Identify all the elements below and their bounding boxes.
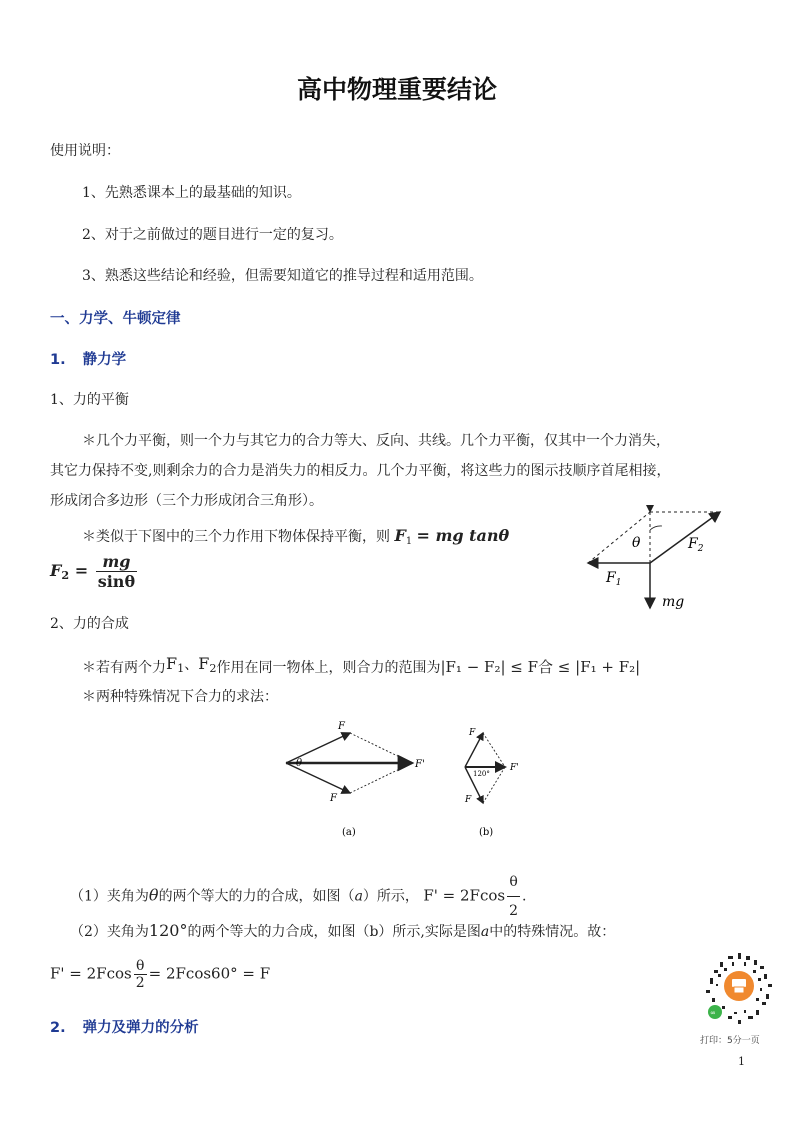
case1-dot: .: [522, 888, 527, 905]
case1-text-b: 的两个等大的力的合成，如图（: [158, 888, 355, 905]
fig-a-label-f-bottom: F: [330, 793, 337, 804]
usage-item-2: 2、对于之前做过的题目进行一定的复习。: [82, 227, 343, 243]
case2-angle: 120°: [148, 921, 188, 940]
f2-arrow: [650, 512, 720, 563]
similar-sentence: [82, 526, 509, 552]
figure-b: [455, 715, 535, 845]
f2-fraction: [96, 552, 137, 591]
f1-subscript: 1: [405, 536, 413, 547]
fig-a-label-f-top: F: [338, 721, 345, 732]
f2-equals: =: [74, 561, 89, 580]
f2-subscript: 2: [61, 568, 70, 582]
qr-caption: 打印：5分一页: [700, 1036, 760, 1046]
subsection-elastic-force: [50, 1016, 199, 1037]
force-triangle-diagram: [570, 500, 770, 618]
qr-code-graphic: [698, 948, 780, 1030]
case1-fraction: $\frac{\theta}{2}$: [507, 868, 520, 925]
usage-item-1: 1、先熟悉课本上的最基础的知识。: [82, 185, 301, 201]
fig-a-label-theta: θ: [296, 758, 303, 769]
balance-heading: 1、力的平衡: [50, 392, 129, 408]
fig-b-label-angle: 120°: [473, 770, 490, 778]
subsection-2-number: 2.: [50, 1020, 66, 1036]
theta-label: θ: [632, 535, 641, 551]
subsection-title: 静力学: [82, 352, 127, 368]
theta-arc: [650, 526, 662, 530]
compose-heading: 2、力的合成: [50, 616, 129, 632]
f2-equation: [50, 552, 139, 591]
similar-text: ＊类似于下图中的三个力作用下物体保持平衡，则: [82, 529, 390, 545]
f2-numerator: mg: [96, 552, 137, 572]
compose-sep: 、: [184, 657, 199, 673]
usage-heading: 使用说明：: [50, 143, 120, 159]
case1-text-a: （1）夹角为: [70, 888, 149, 905]
case2-equation-a: F' = 2Fcos: [50, 964, 132, 983]
page-title: 高中物理重要结论: [296, 75, 497, 104]
fig-b-label-f-bottom: F: [465, 795, 472, 805]
fig-b-dashed-top: [483, 733, 505, 767]
case-2-line: [70, 921, 615, 942]
f2-label: $F_2$: [688, 536, 704, 554]
compose-line1-text-b: 作用在同一物体上，则合力的范围为: [216, 660, 441, 676]
balance-paragraph-line-1: ＊几个力平衡，则一个力与其它力的合力等大、反向、共线。几个力平衡，仅其中一个力消失，: [82, 433, 670, 449]
f1-label: $F_1$: [606, 570, 622, 588]
fig-a-dashed-top: [350, 733, 412, 763]
figure-a: [278, 715, 438, 845]
compose-range: |F₁ − F₂| ≤ F合 ≤ |F₁ + F₂|: [440, 658, 641, 676]
case2-text-a: （2）夹角为: [70, 924, 149, 940]
f2-denominator: sinθ: [97, 572, 136, 591]
f1-equation-rhs: = mg tanθ: [416, 526, 510, 545]
fig-a-label-resultant: F': [415, 759, 425, 770]
usage-item-3: 3、熟悉这些结论和经验，但需要知道它的推导过程和适用范围。: [82, 268, 483, 284]
svg-text:∞: ∞: [710, 1009, 716, 1017]
case2-fraction: $\frac{\theta}{2}$: [135, 958, 145, 991]
case-2-equation: [50, 958, 270, 991]
balance-paragraph-line-2: 其它力保持不变,则剩余力的合力是消失力的相反力。几个力平衡，将这些力的图示技顺序首尾相接，: [50, 463, 671, 479]
fig-a-caption: (a): [342, 827, 356, 838]
case-1-line: [70, 868, 526, 925]
subsection-2-title: 弹力及弹力的分析: [82, 1020, 199, 1036]
compose-f1: $F_1$: [166, 654, 185, 675]
compose-line-2: ＊两种特殊情况下合力的求法：: [82, 689, 278, 705]
subsection-statics: [50, 348, 126, 369]
subsection-number: 1.: [50, 352, 66, 368]
compose-line1-text-a: ＊若有两个力: [82, 660, 166, 676]
section-heading-mechanics: 一、力学、牛顿定律: [50, 311, 181, 327]
case1-text-c: ）所示，: [362, 888, 419, 905]
case2-text-c: 中的特殊情况。故：: [489, 924, 616, 940]
fig-b-label-resultant: F': [510, 763, 519, 773]
case1-equation: F' = 2Fcos: [423, 886, 506, 905]
fig-b-caption: (b): [479, 827, 494, 838]
page-number: 1: [738, 1055, 745, 1068]
left-dashed: [588, 512, 650, 563]
case1-theta: θ: [148, 885, 159, 905]
balance-paragraph-line-3: 形成闭合多边形（三个力形成闭合三角形）。: [50, 493, 323, 509]
compose-f2: $F_2$: [198, 654, 217, 675]
case2-text-b: 的两个等大的力合成，如图（b）所示,实际是图: [187, 924, 481, 940]
mg-label: mg: [662, 594, 685, 610]
qr-code[interactable]: [698, 948, 780, 1030]
case2-equation-b: = 2Fcos60° = F: [148, 964, 271, 983]
f1-symbol: F: [394, 526, 406, 545]
case1-a: a: [354, 888, 363, 905]
compose-line-1: [82, 654, 640, 679]
case2-a: a: [480, 924, 490, 940]
fig-b-label-f-top: F: [469, 728, 476, 738]
fig-b-force-top: [465, 733, 483, 767]
f2-symbol: F: [50, 561, 62, 580]
fig-a-dashed-bottom: [350, 763, 412, 793]
